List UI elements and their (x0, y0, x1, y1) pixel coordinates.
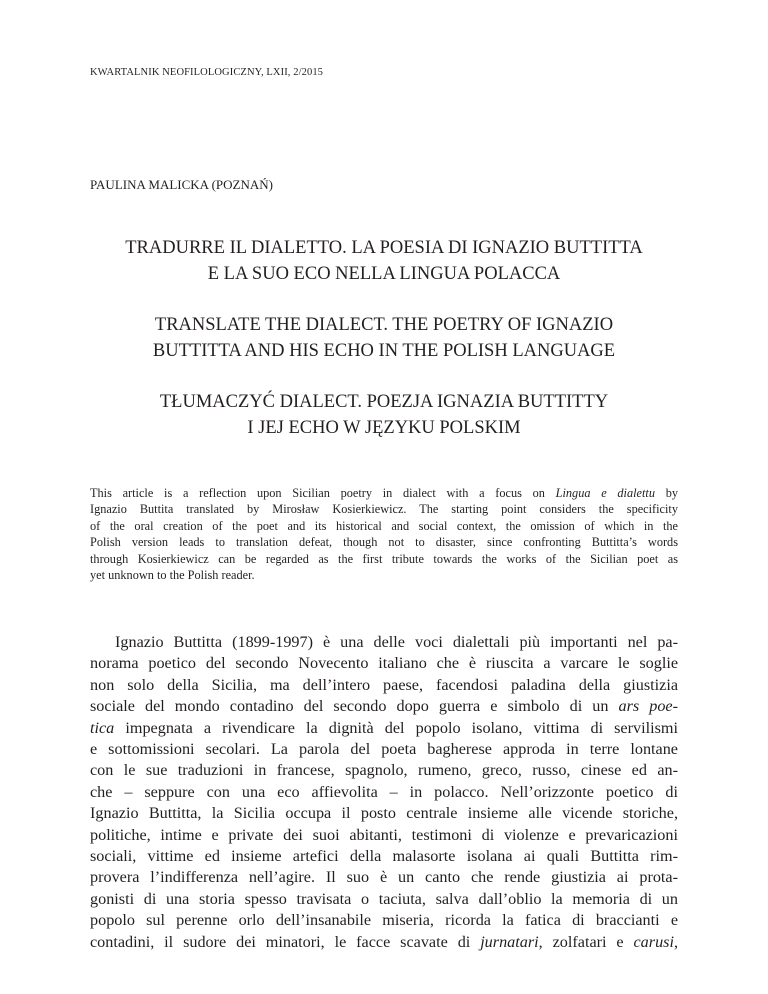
abstract-text: This article is a reflection upon Sicilian poetry in dialect with a focus on (90, 486, 556, 500)
body-text: impegnata a rivendicare la dignità del popolo isolano, vittima di servilismi (114, 718, 678, 737)
body-line: sociali, vittime ed insieme artefici della malasorte isolana ai quali Buttitta rim- (90, 847, 678, 866)
title-italian-line-2: E LA SUO ECO NELLA LINGUA POLACCA (207, 264, 561, 284)
body-line: norama poetico del secondo Novecento italiano che è riuscita a varcare le soglie (90, 654, 678, 673)
title-english-line-1: TRANSLATE THE DIALECT. THE POETRY OF IGNAZIO (154, 315, 614, 335)
journal-header: KWARTALNIK NEOFILOLOGICZNY, LXII, 2/2015 (90, 67, 324, 78)
abstract-line: Ignazio Buttita translated by Mirosław Kosierkiewicz. The starting point considers the specificity (90, 502, 678, 517)
body-italic: ars poe- (618, 697, 678, 716)
body-line: popolo sul perenne orlo dell’insanabile miseria, ricorda la fatica di braccianti e (90, 911, 678, 930)
body-line: Ignazio Buttitta, la Sicilia occupa il posto centrale insieme alle vicende storiche, (90, 804, 678, 823)
title-english-line-2: BUTTITTA AND HIS ECHO IN THE POLISH LANGUAGE (152, 341, 616, 361)
abstract-line (90, 485, 678, 501)
body-line (90, 932, 678, 953)
body-line: provera l’indifferenza nell’agire. Il suo è un canto che rende giustizia ai prota- (90, 868, 678, 887)
body-text: , (673, 932, 679, 951)
body-line: e sottomissioni secolari. La parola del poeta bagherese approda in terre lontane (90, 740, 678, 759)
abstract-line: yet unknown to the Polish reader. (90, 568, 255, 583)
abstract-text: by (654, 486, 678, 500)
title-english (90, 312, 678, 364)
abstract (90, 485, 678, 583)
abstract-book-title: Lingua e dialettu (555, 486, 655, 500)
body-paragraph (90, 632, 678, 953)
title-polish (90, 389, 678, 441)
body-line: politiche, intime e private dei suoi abitanti, testimoni di violenze e prevaricazioni (90, 825, 678, 844)
title-italian-line-1: TRADURRE IL DIALETTO. LA POESIA DI IGNAZIO BUTTITTA (125, 238, 643, 258)
title-polish-line-1: TŁUMACZYĆ DIALECT. POEZJA IGNAZIA BUTTITTY (159, 392, 609, 412)
body-text: contadini, il sudore dei minatori, le facce scavate di (90, 932, 481, 951)
abstract-line: of the oral creation of the poet and its historical and social context, the omission of which in the (90, 518, 678, 533)
body-line: che – seppure con una eco affievolita – in polacco. Nell’orizzonte poetico di (90, 782, 678, 801)
body-line: con le sue traduzioni in francese, spagnolo, rumeno, greco, russo, cinese ed an- (90, 761, 678, 780)
body-text: sociale del mondo contadino del secondo dopo guerra e simbolo di un (90, 697, 619, 716)
body-italic: tica (90, 718, 115, 737)
body-line (90, 696, 678, 717)
body-line (90, 718, 678, 739)
body-line: gonisti di una storia spesso travisata o taciuta, salva dall’oblio la memoria di un (90, 889, 678, 908)
body-line: non solo della Sicilia, ma dell’intero paese, facendosi paladina della giustizia (90, 675, 678, 694)
title-polish-line-2: I JEJ ECHO W JĘZYKU POLSKIM (247, 418, 521, 438)
abstract-line: Polish version leads to translation defeat, though not to disaster, since confronting Buttitta’s words (90, 535, 678, 550)
author-line: PAULINA MALICKA (POZNAŃ) (90, 177, 273, 192)
body-italic: carusi (633, 932, 674, 951)
body-line: Ignazio Buttitta (1899-1997) è una delle voci dialettali più importanti nel pa- (115, 633, 678, 651)
body-text: , zolfatari e (538, 932, 634, 951)
title-italian (90, 235, 678, 287)
abstract-line: through Kosierkiewicz can be regarded as the first tribute towards the works of the Sicilian poet as (90, 551, 678, 566)
body-italic: jurnatari (480, 932, 539, 951)
